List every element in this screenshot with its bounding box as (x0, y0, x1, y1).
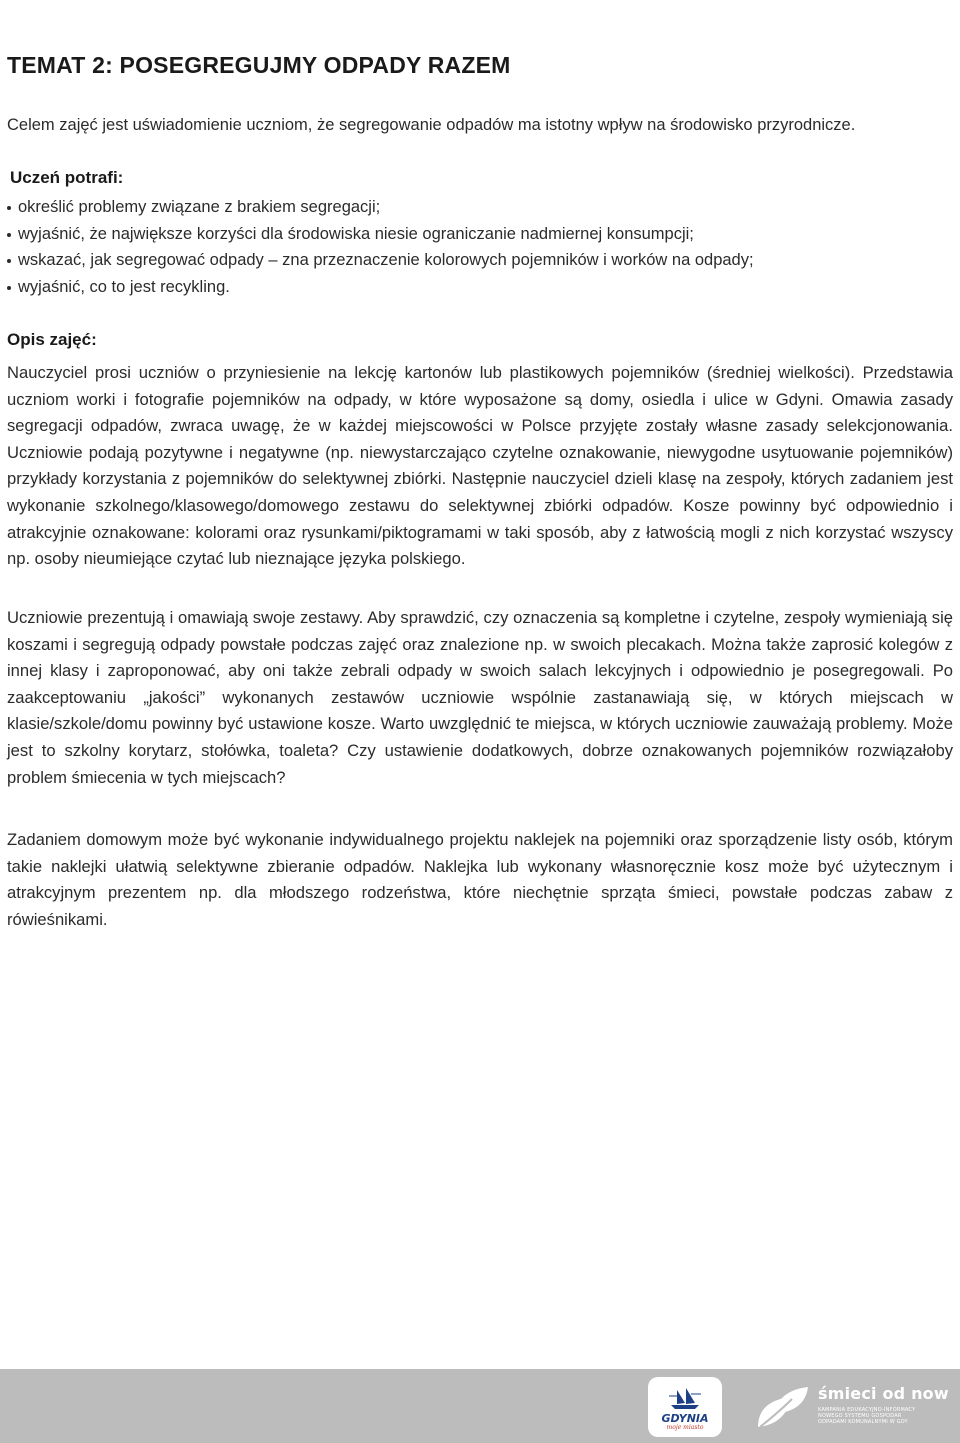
footer-bar (0, 1369, 960, 1443)
description-heading: Opis zajęć: (7, 330, 97, 349)
skills-list (7, 194, 754, 300)
list-item: określić problemy związane z brakiem segregacji; (7, 194, 754, 221)
gdynia-name: GDYNIA (661, 1412, 709, 1425)
page-title: TEMAT 2: POSEGREGUJMY ODPADY RAZEM (7, 52, 511, 78)
gdynia-tagline: moje miasto (666, 1424, 704, 1431)
campaign-subtitle-line: KAMPANIA EDUKACYJNO-INFORMACY (818, 1407, 916, 1413)
gdynia-logo (648, 1377, 722, 1437)
campaign-brand (818, 1385, 949, 1425)
campaign-subtitle (818, 1407, 949, 1425)
description-paragraph: Nauczyciel prosi uczniów o przyniesienie na lekcję kartonów lub plastikowych pojemników (średniej wielkości). Przedstawia uczniom worki i fotografie pojemników na odpady, w które wyposażone są domy, osiedla i ulice w Gdyni. Omawia zasady segregacji odpadów, zwraca uwagę, że w każdej miejscowości w Polsce przyjęte zostały własne zasady selekcjonowania. Uczniowie podają pozytywne i negatywne (np. niewystarczająco czytelne oznakowanie, niewygodne usytuowanie pojemników) przykłady korzystania z pojemników do selektywnej zbiórki. Następnie nauczyciel dzieli klasę na zespoły, których zadaniem jest wykonanie szkolnego/klasowego/domowego zestawu do selektywnej zbiórki odpadów. Kosze powinny być odpowiednio i atrakcyjnie oznakowane: kolorami oraz rysunkami/piktogramami w taki sposób, aby z łatwością mogli z nich korzystać wszyscy np. osoby nieumiejące czytać lub nieznające języka polskiego. (7, 363, 953, 569)
list-item: wyjaśnić, że największe korzyści dla środowiska niesie ograniczanie nadmiernej konsumpcji; (7, 221, 754, 248)
skills-heading: Uczeń potrafi: (10, 168, 124, 187)
description-paragraph: Uczniowie prezentują i omawiają swoje zestawy. Aby sprawdzić, czy oznaczenia są kompletne i czytelne, zespoły wymieniają się koszami i segregują odpady powstałe podczas zajęć oraz znalezione np. w swoich plecakach. Można także zaprosić kolegów z innej klasy i zaproponować, aby oni także zebrali odpady w swoich salach lekcyjnych i odpowiednio je posegregowali. Po zaakceptowaniu „jakości” wykonanych zestawów uczniowie wspólnie zastanawiają się, w których miejscach w klasie/szkole/domu powinny być ustawione kosze. Warto uwzględnić te miejsca, w których uczniowie zauważają problemy. Może jest to szkolny korytarz, stołówka, toaleta? Czy ustawienie dodatkowych, dobrze oznakowanych pojemników rozwiązałoby problem śmiecenia w tych miejscach? (7, 608, 953, 787)
intro-text: Celem zajęć jest uświadomienie uczniom, że segregowanie odpadów ma istotny wpływ na środowisko przyrodnicze. (7, 116, 856, 134)
homework-paragraph: Zadaniem domowym może być wykonanie indywidualnego projektu naklejek na pojemniki oraz sporządzenie listy osób, którym takie naklejki ułatwią selektywne zbieranie odpadów. Naklejka lub wykonany własnoręcznie kosz może być użytecznym i atrakcyjnym prezentem np. dla młodszego rodzeństwa, które niechętnie sprząta śmieci, powstałe podczas zabaw z rówieśnikami. (7, 830, 953, 929)
list-item: wyjaśnić, co to jest recykling. (7, 274, 754, 301)
leaf-logo-icon (752, 1383, 810, 1433)
list-item: wskazać, jak segregować odpady – zna przeznaczenie kolorowych pojemników i worków na odpady; (7, 247, 754, 274)
campaign-subtitle-line: NOWEGO SYSTEMU GOSPODAR (818, 1413, 902, 1419)
campaign-title: śmieci od now (818, 1384, 949, 1403)
ship-icon (665, 1387, 705, 1411)
campaign-subtitle-line: ODPADAMI KOMUNALNYMI W GDY (818, 1419, 908, 1425)
